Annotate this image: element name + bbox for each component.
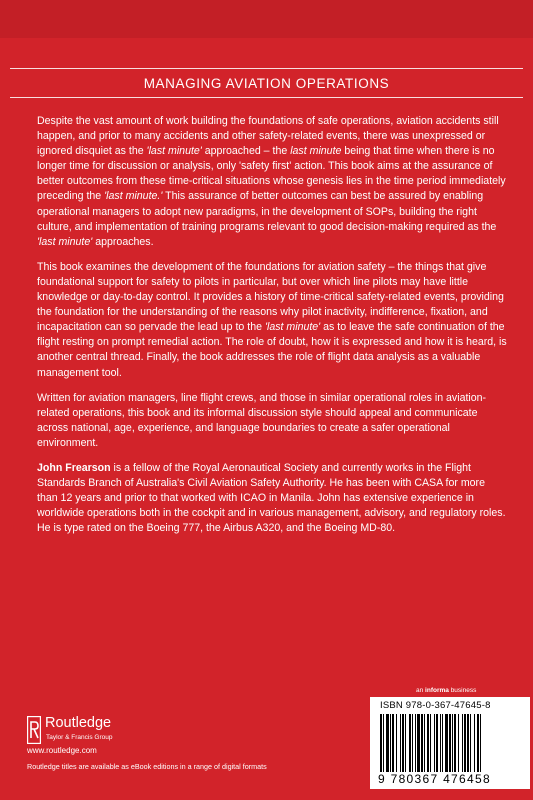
blurb-paragraph-2: This book examines the development of the foundations for aviation safety – the things that give foundational support for safety to pilots in particular, but over which line pilots may have little knowledge or day-to-day control. It provides a history of time-critical safety-related events, providing the foundation for the understanding of the reasons why pilot inactivity, indifference, fixation, and incapacitation can so pervade the lead up to the 'last minute' as to leave the safe continuation of the flight resting on prompt remedial action. The role of doubt, how it is expressed and how it is heard, is another central thread. Finally, the book addresses the role of flight data analysis as a valuable management tool. xyxy=(37,260,507,379)
publisher-url[interactable]: www.routledge.com xyxy=(27,746,97,755)
series-title: MANAGING AVIATION OPERATIONS xyxy=(143,75,390,91)
informa-business-tag: an informa business xyxy=(416,687,477,694)
isbn-label: ISBN 978-0-367-47645-8 xyxy=(380,700,491,711)
publisher-group: Taylor & Francis Group xyxy=(46,734,113,741)
blurb-paragraph-3: Written for aviation managers, line flight crews, and those in similar operational roles in aviation-related operations, this book and its informal discussion style should appeal and communicate across national, age, experience, and language boundaries to create a safer operational environment. xyxy=(37,391,487,449)
top-band xyxy=(0,0,533,38)
barcode-box xyxy=(370,697,530,789)
routledge-logo-icon xyxy=(27,716,41,744)
blurb-paragraph-1: Despite the vast amount of work building the foundations of safe operations, aviation accidents still happen, and prior to many accidents and other safety-related events, there was unexpressed or ignored disquiet as the 'last minute' approached – the last minute being that time when there is no longer time for discussion or analysis, only 'safety first' action. This book aims at the assurance of better outcomes from these time-critical situations whose genesis lies in the time period immediately preceding the 'last minute.' This assurance of better outcomes can best be assured by enabling operational managers to adopt new paradigms, in the development of SOPs, building the right culture, and implementation of training programs relevant to good decision-making required as the 'last minute' approaches. xyxy=(37,115,506,248)
author-bio-text: is a fellow of the Royal Aeronautical Society and currently works in the Flight Standards Branch of Australia's Civil Aviation Safety Authority. He has been with CASA for more than 12 years and prior to that worked with ICAO in Manila. John has extensive experience in worldwide operations both in the cockpit and in various management, advisory, and regulatory roles. He is type rated on the Boeing 777, the Airbus A320, and the Boeing MD-80. xyxy=(37,461,506,535)
publisher-name: Routledge xyxy=(45,715,112,731)
barcode-digits: 9 780367 476458 xyxy=(378,772,491,786)
barcode-icon xyxy=(378,714,522,772)
ebook-note: Routledge titles are available as eBook editions in a range of digital formats xyxy=(27,762,267,771)
series-title-box xyxy=(10,68,523,98)
blurb xyxy=(37,114,507,546)
author-name: John Frearson xyxy=(37,461,111,474)
author-bio xyxy=(37,461,507,536)
